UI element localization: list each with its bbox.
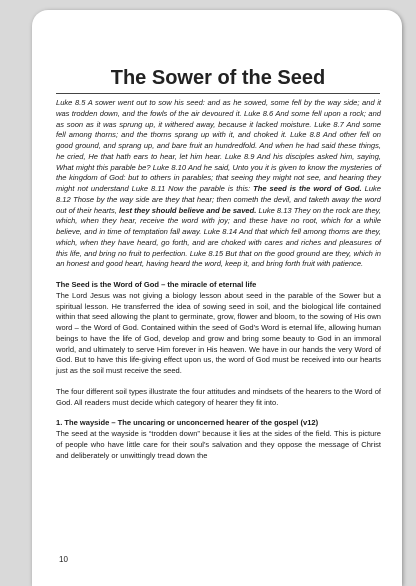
- scripture-text-2: Luke 8.12 Those by the way side are they that hear; then cometh the devil, and taketh away the word out of their hearts,: [56, 184, 381, 215]
- spacer: [56, 377, 381, 387]
- scripture-text-1: Luke 8.5 A sower went out to sow his seed: and as he sowed, some fell by the way side; and it was trodden down, and the fowls of the air devoured it. Luke 8.6 And some fell upon a rock; and as soon as it was sprung up, it withered away, because it lacked moisture. Luke 8.7 And some fell among thorns; and the thorns sprang up with it, and choked it. Luke 8.8 And other fell on good ground, and sprang up, and bare fruit an hundredfold. And when he had said these things, he cried, He that hath ears to hear, let him hear. Luke 8.9 And his disciples asked him, saying, What might this parable be? Luke 8.10 And he said, Unto you it is given to know the mysteries of the kingdom of God: but to others in parables; that seeing they might not see, and hearing they might not understand Luke 8.11 Now the parable is this:: [56, 98, 381, 193]
- scripture-passage: [56, 98, 381, 270]
- page-title: The Sower of the Seed: [110, 67, 326, 89]
- section-heading-wayside: 1. The wayside – The uncaring or unconcerned hearer of the gospel (v12): [56, 418, 319, 428]
- section-paragraph-soil-types: The four different soil types illustrate the four attitudes and mindsets of the hearers to the Word of God. All readers must decide which category of hearer they fit into.: [56, 386, 381, 407]
- book-page: [32, 10, 402, 586]
- spacer: [56, 408, 381, 418]
- page-number: 10: [59, 555, 68, 564]
- section-paragraph-seed: The Lord Jesus was not giving a biology lesson about seed in the parable of the Sower but a spiritual lesson. He transferred the idea of sowing seed in soil, and the biological life contained within that seed allowing the plant to germinate, grow, flower and bloom, to the sowing of His own word – the Word of God. Contained within the seed of God’s Word is eternal life, allowing human beings to have the life of God, develop and grow and bring some beauty to God in an immoral world, and ultimately to serve Him forever in His heaven. We have in our hands the very Word of God. But to have this life-giving effect upon us, the word of God must be received into our hearts just as the soil must receive the seed.: [56, 290, 381, 375]
- section-paragraph-wayside: The seed at the wayside is “trodden down” because it lies at the sides of the field. This is picture of people who have little care for their soul’s salvation and they oppose the message of Christ and deliberately or unwittingly tread down the: [56, 429, 381, 460]
- scripture-emphasis-1: The seed is the word of God.: [253, 184, 362, 193]
- scripture-emphasis-2: lest they should believe and be saved.: [119, 205, 257, 215]
- section-heading-seed: The Seed is the Word of God – the miracle of eternal life: [56, 280, 257, 289]
- page-content: [56, 98, 381, 461]
- spacer: [56, 270, 381, 280]
- scripture-text-3: Luke 8.13 They on the rock are they, which, when they hear, receive the word with joy; and these have no root, which for a while believe, and in time of temptation fall away. Luke 8.14 And that which fell among thorns are they, which, when they have heard, go forth, and are choked with cares and riches and pleasures of this life, and bring no fruit to perfection. Luke 8.15 But that on the good ground are they, which in an honest and good heart, having heard the word, keep it, and bring forth fruit with patience.: [56, 205, 381, 269]
- title-underline: [56, 93, 380, 94]
